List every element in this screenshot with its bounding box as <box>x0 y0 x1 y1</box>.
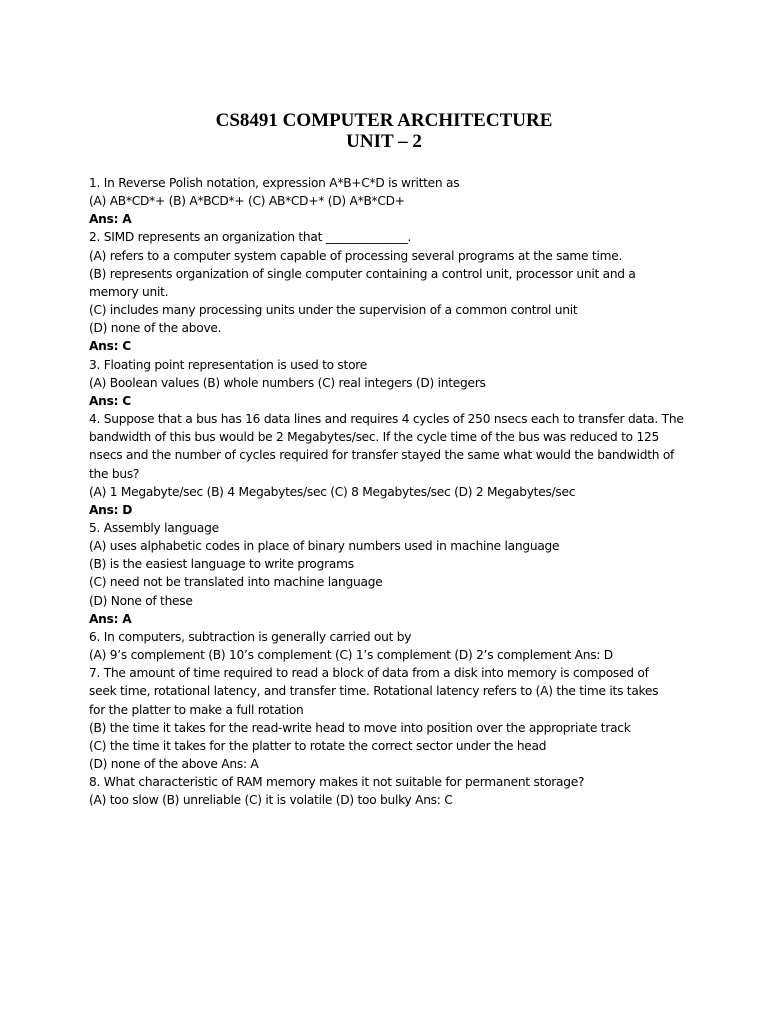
question-list <box>89 174 689 809</box>
options-line: (A) uses alphabetic codes in place of binary numbers used in machine language <box>89 539 560 554</box>
options-line: (B) is the easiest language to write programs <box>89 557 354 572</box>
question-line: 5. Assembly language <box>89 520 219 535</box>
question-line: 1. In Reverse Polish notation, expression A*B+C*D is written as <box>89 176 460 190</box>
answer-line: Ans: C <box>89 339 131 354</box>
options-line: (D) none of the above Ans: A <box>89 757 259 771</box>
options-line: (D) none of the above. <box>89 321 222 336</box>
options-line: (A) too slow (B) unreliable (C) it is volatile (D) too bulky Ans: C <box>89 793 453 808</box>
question-line: seek time, rotational latency, and transfer time. Rotational latency refers to (A) the time its takes <box>89 684 659 699</box>
answer-line: Ans: D <box>89 502 133 517</box>
options-line: (C) the time it takes for the platter to rotate the correct sector under the head <box>89 738 547 753</box>
options-line: (B) the time it takes for the read-write head to move into position over the appropriate track <box>89 720 631 735</box>
question-line: 6. In computers, subtraction is generally carried out by <box>89 629 412 644</box>
question-line: nsecs and the number of cycles required for transfer stayed the same what would the bandwidth of <box>89 448 675 463</box>
question-line: 4. Suppose that a bus has 16 data lines and requires 4 cycles of 250 nsecs each to transfer data. The <box>89 412 684 427</box>
options-line: (A) Boolean values (B) whole numbers (C) real integers (D) integers <box>89 375 486 390</box>
title-block <box>0 110 768 152</box>
question-line: 7. The amount of time required to read a block of data from a disk into memory is composed of <box>89 666 649 681</box>
options-line: (A) AB*CD*+ (B) A*BCD*+ (C) AB*CD+* (D) A*B*CD+ <box>89 194 405 209</box>
answer-line: Ans: C <box>89 393 131 408</box>
question-line: 2. SIMD represents an organization that ______________. <box>89 230 412 245</box>
options-line: (B) represents organization of single computer containing a control unit, processor unit and a <box>89 266 636 281</box>
options-line: (D) None of these <box>89 593 193 608</box>
question-line: 3. Floating point representation is used to store <box>89 357 368 372</box>
document-subtitle: UNIT – 2 <box>346 131 422 152</box>
options-line: (C) includes many processing units under the supervision of a common control unit <box>89 303 578 318</box>
answer-line: Ans: A <box>89 212 132 227</box>
options-line: (A) refers to a computer system capable of processing several programs at the same time. <box>89 248 623 263</box>
options-line: (A) 9’s complement (B) 10’s complement (C) 1’s complement (D) 2’s complement Ans: D <box>89 648 613 663</box>
options-line: (C) need not be translated into machine language <box>89 575 383 590</box>
options-line: memory unit. <box>89 284 169 299</box>
question-line: 8. What characteristic of RAM memory makes it not suitable for permanent storage? <box>89 775 585 790</box>
question-line: for the platter to make a full rotation <box>89 702 304 717</box>
question-line: bandwidth of this bus would be 2 Megabytes/sec. If the cycle time of the bus was reduced to 125 <box>89 430 660 445</box>
question-line: the bus? <box>89 466 140 481</box>
document-title: CS8491 COMPUTER ARCHITECTURE <box>215 110 553 131</box>
answer-line: Ans: A <box>89 611 132 626</box>
options-line: (A) 1 Megabyte/sec (B) 4 Megabytes/sec (C) 8 Megabytes/sec (D) 2 Megabytes/sec <box>89 484 576 499</box>
